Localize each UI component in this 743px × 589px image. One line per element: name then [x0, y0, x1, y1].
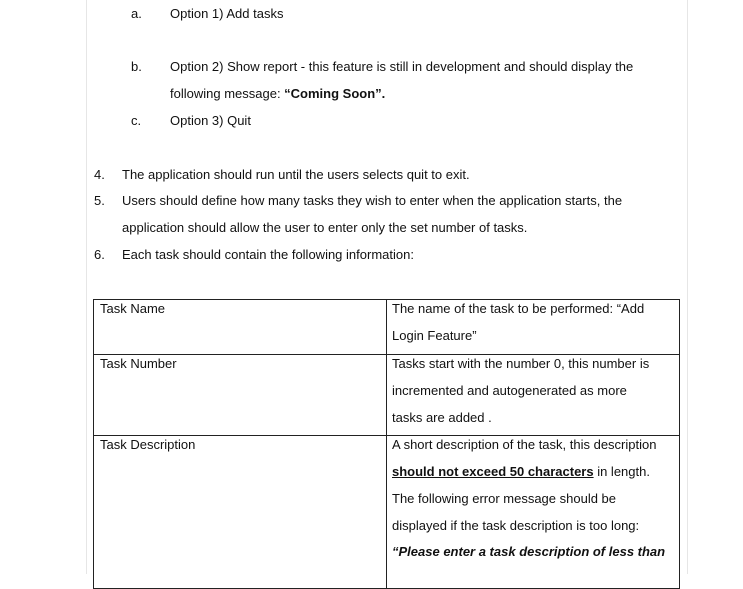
task-description-error-message: “Please enter a task description of less than	[392, 544, 666, 559]
task-number-desc-line3: tasks are added .	[392, 410, 492, 425]
requirement-5-line2: application should allow the user to enter only the set number of tasks.	[122, 220, 528, 235]
task-number-label: Task Number	[100, 356, 177, 371]
option-show-report-line2: following message: “Coming Soon”.	[170, 86, 386, 101]
task-description-label: Task Description	[100, 437, 196, 452]
list-marker-4: 4.	[94, 167, 105, 182]
list-marker-c: c.	[131, 113, 142, 128]
task-description-desc-line1: A short description of the task, this description	[392, 437, 657, 452]
requirement-5-line1: Users should define how many tasks they wish to enter when the application starts, the	[122, 193, 623, 208]
option-add-tasks: Option 1) Add tasks	[170, 6, 284, 21]
option-show-report-line1: Option 2) Show report - this feature is still in development and should display the	[170, 59, 634, 74]
requirement-6-line1: Each task should contain the following information:	[122, 247, 414, 262]
task-description-desc-line4: displayed if the task description is too long:	[392, 518, 640, 533]
table-row-divider	[93, 354, 680, 355]
list-marker-b: b.	[131, 59, 142, 74]
table-row-divider	[93, 435, 680, 436]
task-number-desc-line2: incremented and autogenerated as more	[392, 383, 627, 398]
task-name-desc-line1: The name of the task to be performed: “Add	[392, 301, 645, 316]
list-marker-a: a.	[131, 6, 142, 21]
task-name-label: Task Name	[100, 301, 166, 316]
task-name-desc-line2: Login Feature”	[392, 328, 477, 343]
list-marker-6: 6.	[94, 247, 105, 262]
char-limit-emphasis: should not exceed 50 characters	[392, 464, 594, 479]
option-quit: Option 3) Quit	[170, 113, 251, 128]
requirement-4-line1: The application should run until the users selects quit to exit.	[122, 167, 470, 182]
task-number-desc-line1: Tasks start with the number 0, this number is	[392, 356, 650, 371]
task-description-desc-line3: The following error message should be	[392, 491, 617, 506]
table-column-divider	[386, 299, 387, 589]
task-description-desc-line2: should not exceed 50 characters in length.	[392, 464, 650, 479]
coming-soon-message: “Coming Soon”.	[284, 86, 386, 101]
list-marker-5: 5.	[94, 193, 105, 208]
